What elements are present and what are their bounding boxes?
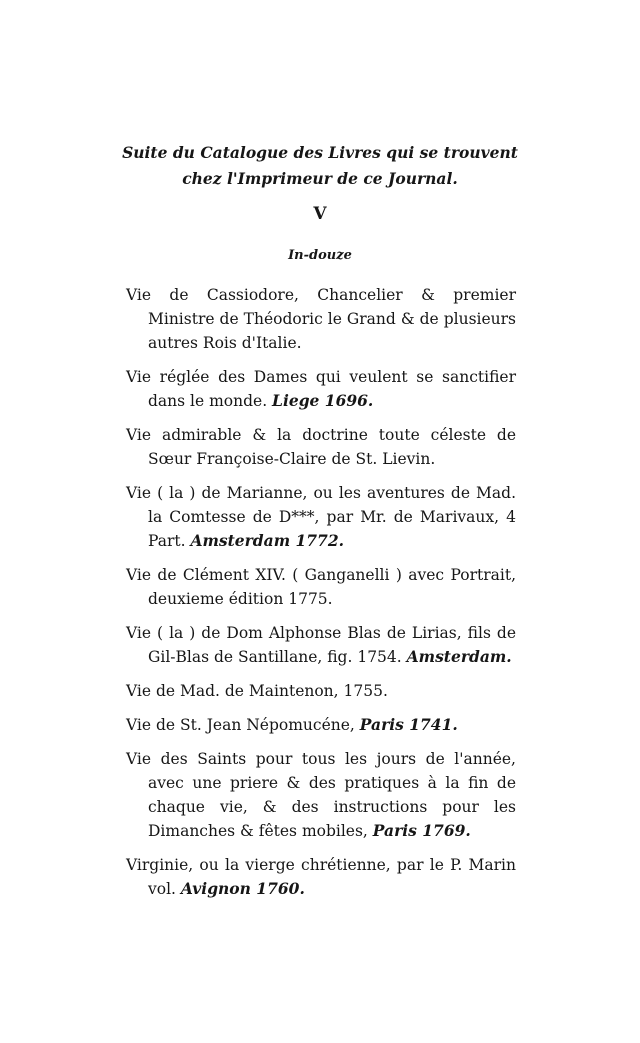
heading-line-1: Suite du Catalogue des Livres qui se trouvent <box>122 143 518 162</box>
entry-text: Vie des Saints pour tous les jours de l'année, avec une priere & des pratiques à la fin de chaque vie, & des instructions pour les Dimanches & fêtes mobiles, <box>126 750 516 840</box>
entry-place: Liege 1696. <box>272 391 374 410</box>
entry-text: Virginie, ou la vierge chrétienne, par le P. Marin vol. <box>126 856 516 898</box>
list-item <box>126 481 516 553</box>
heading-line-2: chez l'Imprimeur de ce Journal. <box>182 169 458 188</box>
list-item <box>126 283 516 355</box>
entry-text: Vie de Mad. de Maintenon, 1755. <box>126 682 388 700</box>
entry-text: Vie de St. Jean Népomucéne, <box>126 716 360 734</box>
entry-text: Vie ( la ) de Marianne, ou les aventures de Mad. la Comtesse de D***, par Mr. de Marivaux, 4 Part. <box>126 484 516 550</box>
entry-place: Amsterdam 1772. <box>190 531 345 550</box>
list-item <box>126 365 516 413</box>
list-item <box>126 853 516 901</box>
list-item <box>126 621 516 669</box>
entry-place: Paris 1741. <box>359 715 458 734</box>
format-label: In-douze <box>288 248 352 263</box>
entry-text: Vie de Cassiodore, Chancelier & premier Ministre de Théodoric le Grand & de plusieurs autres Rois d'Italie. <box>126 286 516 352</box>
list-item <box>126 679 516 703</box>
entry-text: Vie ( la ) de Dom Alphonse Blas de Lirias, fils de Gil-Blas de Santillane, fig. 1754. <box>126 624 516 666</box>
entry-place: Avignon 1760. <box>180 879 305 898</box>
entry-text: Vie admirable & la doctrine toute céleste de Sœur Françoise-Claire de St. Lievin. <box>126 426 516 468</box>
entry-place: Paris 1769. <box>372 821 471 840</box>
list-item <box>126 747 516 843</box>
list-item <box>126 563 516 611</box>
catalogue-heading <box>0 140 640 192</box>
list-item <box>126 423 516 471</box>
section-letter: V <box>313 204 327 224</box>
entry-text: Vie réglée des Dames qui veulent se sanctifier dans le monde. <box>126 368 516 410</box>
entry-list <box>126 283 516 911</box>
entry-place: Amsterdam. <box>406 647 512 666</box>
entry-text: Vie de Clément XIV. ( Ganganelli ) avec Portrait, deuxieme édition 1775. <box>126 566 516 608</box>
list-item <box>126 713 516 737</box>
